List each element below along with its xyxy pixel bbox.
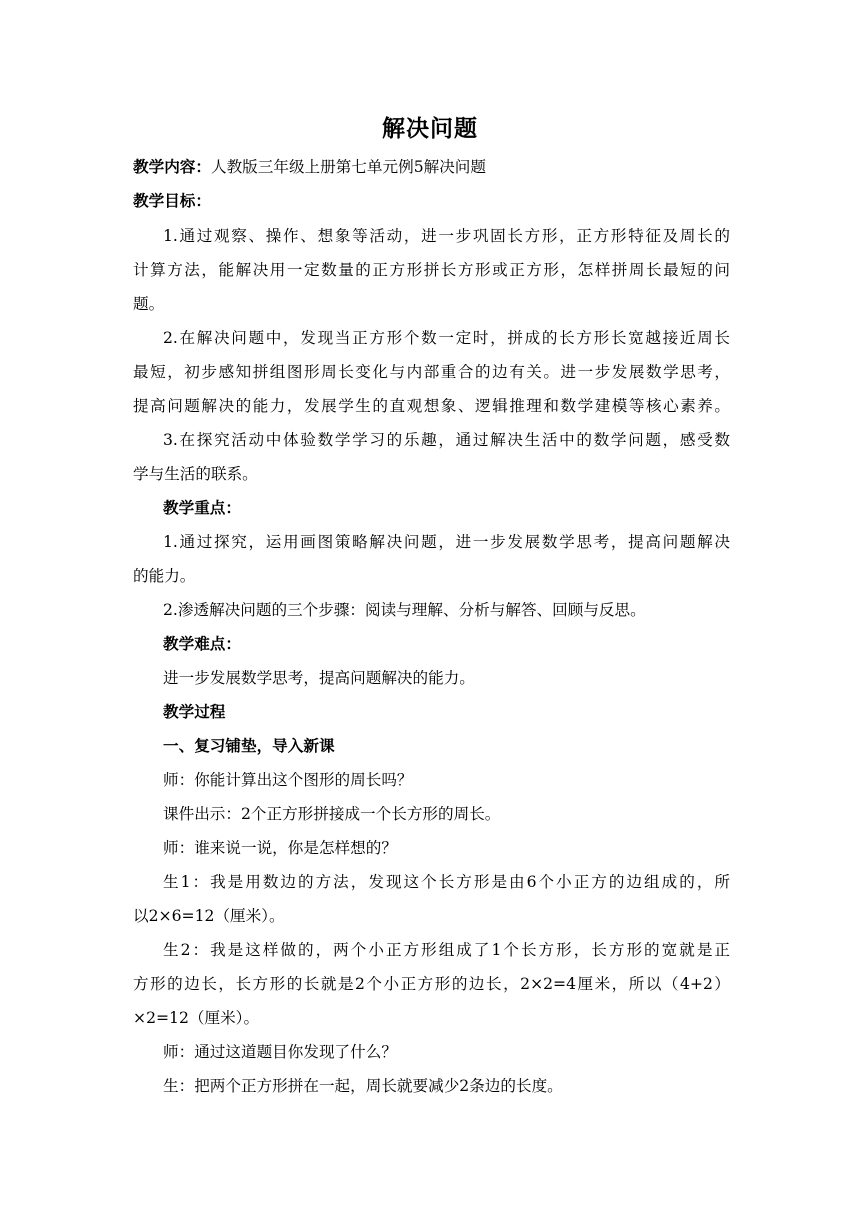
goal-3-line-2: 学与生活的联系。 (133, 465, 258, 483)
paragraph-teacher-question: 师：你能计算出这个图形的周长吗？ (163, 771, 413, 789)
difficulty-text: 进一步发展数学思考，提高问题解决的能力。 (163, 669, 475, 687)
goal-3-line-1: 3.在探究活动中体验数学学习的乐趣，通过解决生活中的数学问题，感受数 (163, 431, 730, 449)
paragraph-teacher-ask: 师：谁来说一说，你是怎样想的？ (163, 839, 397, 857)
paragraph-teacher-discovery: 师：通过这道题目你发现了什么？ (163, 1043, 397, 1061)
teaching-content (133, 157, 733, 177)
process-label: 教学过程 (163, 702, 226, 721)
goal-2-line-1: 2.在解决问题中，发现当正方形个数一定时，拼成的长方形长宽越接近周长 (163, 329, 730, 347)
goal-2-line-3: 提高问题解决的能力，发展学生的直观想象、逻辑推理和数学建模等核心素养。 (133, 397, 730, 415)
document-title: 解决问题 (382, 115, 478, 142)
difficulty-label: 教学难点： (163, 634, 241, 653)
key-point-1-line-1: 1.通过探究，运用画图策略解决问题，进一步发展数学思考，提高问题解决 (163, 533, 730, 551)
student-2-line-1: 生2：我是这样做的，两个小正方形组成了1个长方形，长方形的宽就是正 (163, 941, 730, 959)
student-1-line-1: 生1：我是用数边的方法，发现这个长方形是由6个小正方的边组成的，所 (163, 873, 730, 891)
student-2-line-2: 方形的边长，长方形的长就是2个小正方形的边长，2×2=4厘米，所以（4+2） (133, 975, 730, 993)
goal-2-line-2: 最短，初步感知拼组图形周长变化与内部重合的边有关。进一步发展数学思考， (133, 363, 730, 381)
teaching-content-text: 人教版三年级上册第七单元例5解决问题 (210, 158, 486, 176)
key-point-1-line-2: 的能力。 (133, 567, 196, 585)
teaching-goals-label: 教学目标： (133, 191, 211, 210)
goal-1-line-2: 计算方法，能解决用一定数量的正方形拼长方形或正方形，怎样拼周长最短的问 (133, 261, 730, 279)
paragraph-student-answer: 生：把两个正方形拼在一起，周长就要减少2条边的长度。 (163, 1077, 563, 1095)
student-2-line-3: ×2=12（厘米）。 (133, 1009, 260, 1027)
teaching-content-label: 教学内容： (133, 157, 211, 176)
goal-1-line-3: 题。 (133, 295, 165, 313)
goal-1-line-1: 1.通过观察、操作、想象等活动，进一步巩固长方形，正方形特征及周长的 (163, 227, 730, 245)
key-point-2: 2.渗透解决问题的三个步骤：阅读与理解、分析与解答、回顾与反思。 (163, 601, 646, 619)
key-points-label: 教学重点： (163, 498, 241, 517)
paragraph-courseware: 课件出示：2个正方形拼接成一个长方形的周长。 (163, 805, 501, 823)
section-1-heading: 一、复习铺垫，导入新课 (163, 736, 335, 755)
student-1-line-2: 以2×6=12（厘米）。 (133, 907, 285, 925)
